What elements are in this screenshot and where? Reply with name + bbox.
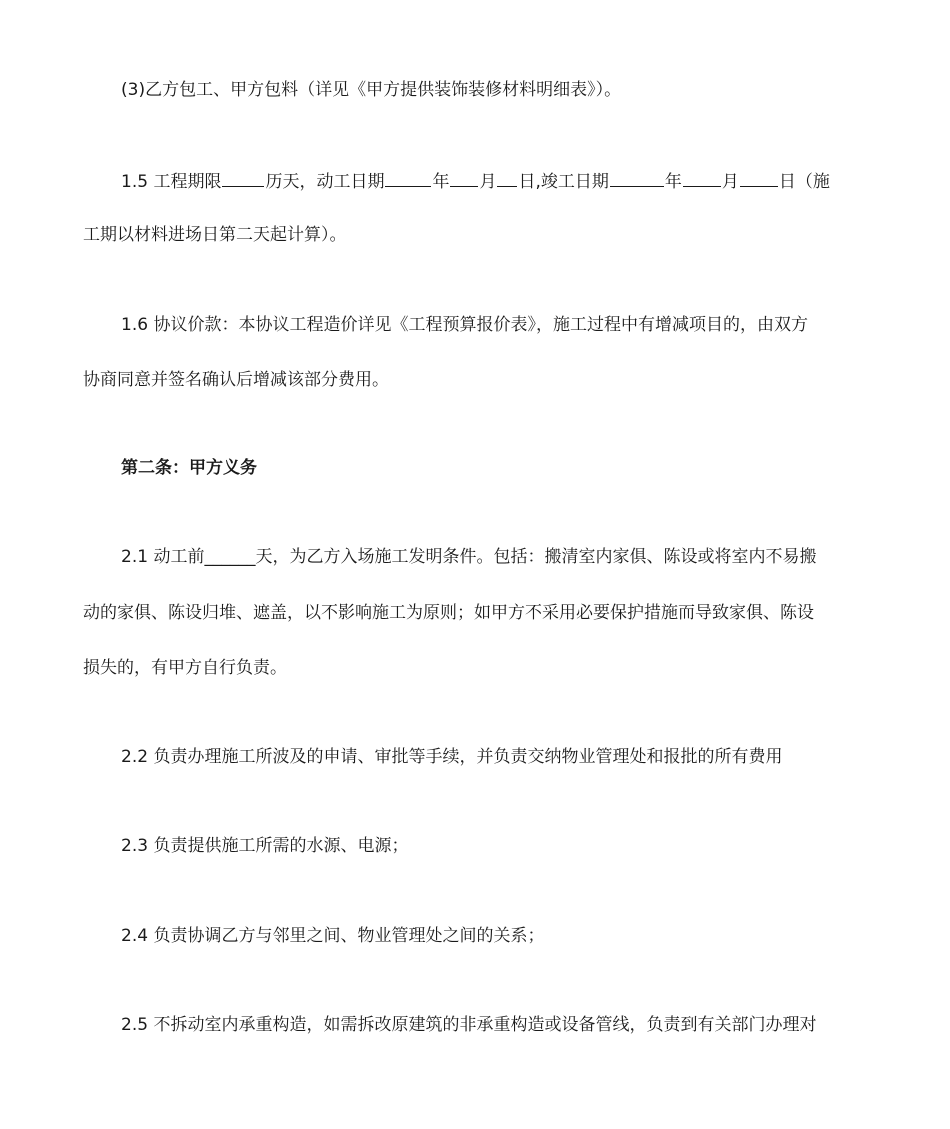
paragraph-2-1-line1: 2.1 动工前______天，为乙方入场施工发明条件。包括：搬清室内家俱、陈设或将室内不易搬 <box>121 547 817 567</box>
text-month-2: 月 <box>721 172 739 192</box>
blank-end-year[interactable] <box>610 168 664 187</box>
paragraph-3-contract-mode: (3)乙方包工、甲方包料（详见《甲方提供装饰装修材料明细表》）。 <box>121 80 622 100</box>
paragraph-1-6-line2: 协商同意并签名确认后增减该部分费用。 <box>83 370 389 390</box>
blank-end-month[interactable] <box>683 168 721 187</box>
paragraph-2-5-line1: 2.5 不拆动室内承重构造，如需拆改原建筑的非承重构造或设备管线，负责到有关部门办理对 <box>121 1015 817 1035</box>
paragraph-1-5-line1 <box>121 168 867 193</box>
paragraph-2-3: 2.3 负责提供施工所需的水源、电源； <box>121 836 409 856</box>
blank-start-year[interactable] <box>385 168 431 187</box>
text-start-date: 历天，动工日期 <box>265 172 385 192</box>
paragraph-2-1-line3: 损失的，有甲方自行负责。 <box>83 658 287 678</box>
blank-end-day[interactable] <box>740 168 778 187</box>
text-year-2: 年 <box>664 172 682 192</box>
blank-duration[interactable] <box>222 168 264 187</box>
text-month: 月 <box>479 172 497 192</box>
paragraph-2-1-line2: 动的家俱、陈设归堆、遮盖，以不影响施工为原则；如甲方不采用必要保护措施而导致家俱、陈设 <box>83 603 814 623</box>
paragraph-1-5-line2: 工期以材料进场日第二天起计算）。 <box>83 225 347 245</box>
blank-start-month[interactable] <box>450 168 478 187</box>
paragraph-2-4: 2.4 负责协调乙方与邻里之间、物业管理处之间的关系； <box>121 926 545 946</box>
blank-start-day[interactable] <box>497 168 517 187</box>
paragraph-1-6-line1: 1.6 协议价款：本协议工程造价详见《工程预算报价表》，施工过程中有增减项目的，由双方 <box>121 315 808 335</box>
text-year: 年 <box>432 172 450 192</box>
paragraph-2-2: 2.2 负责办理施工所波及的申请、审批等手续，并负责交纳物业管理处和报批的所有费用 <box>121 747 783 767</box>
text-end-date: 日,竣工日期 <box>518 172 609 192</box>
clause-1-5-label: 1.5 工程期限 <box>121 172 222 192</box>
text-day-2: 日（施 <box>778 172 830 192</box>
section-heading-2: 第二条：甲方义务 <box>121 458 257 478</box>
